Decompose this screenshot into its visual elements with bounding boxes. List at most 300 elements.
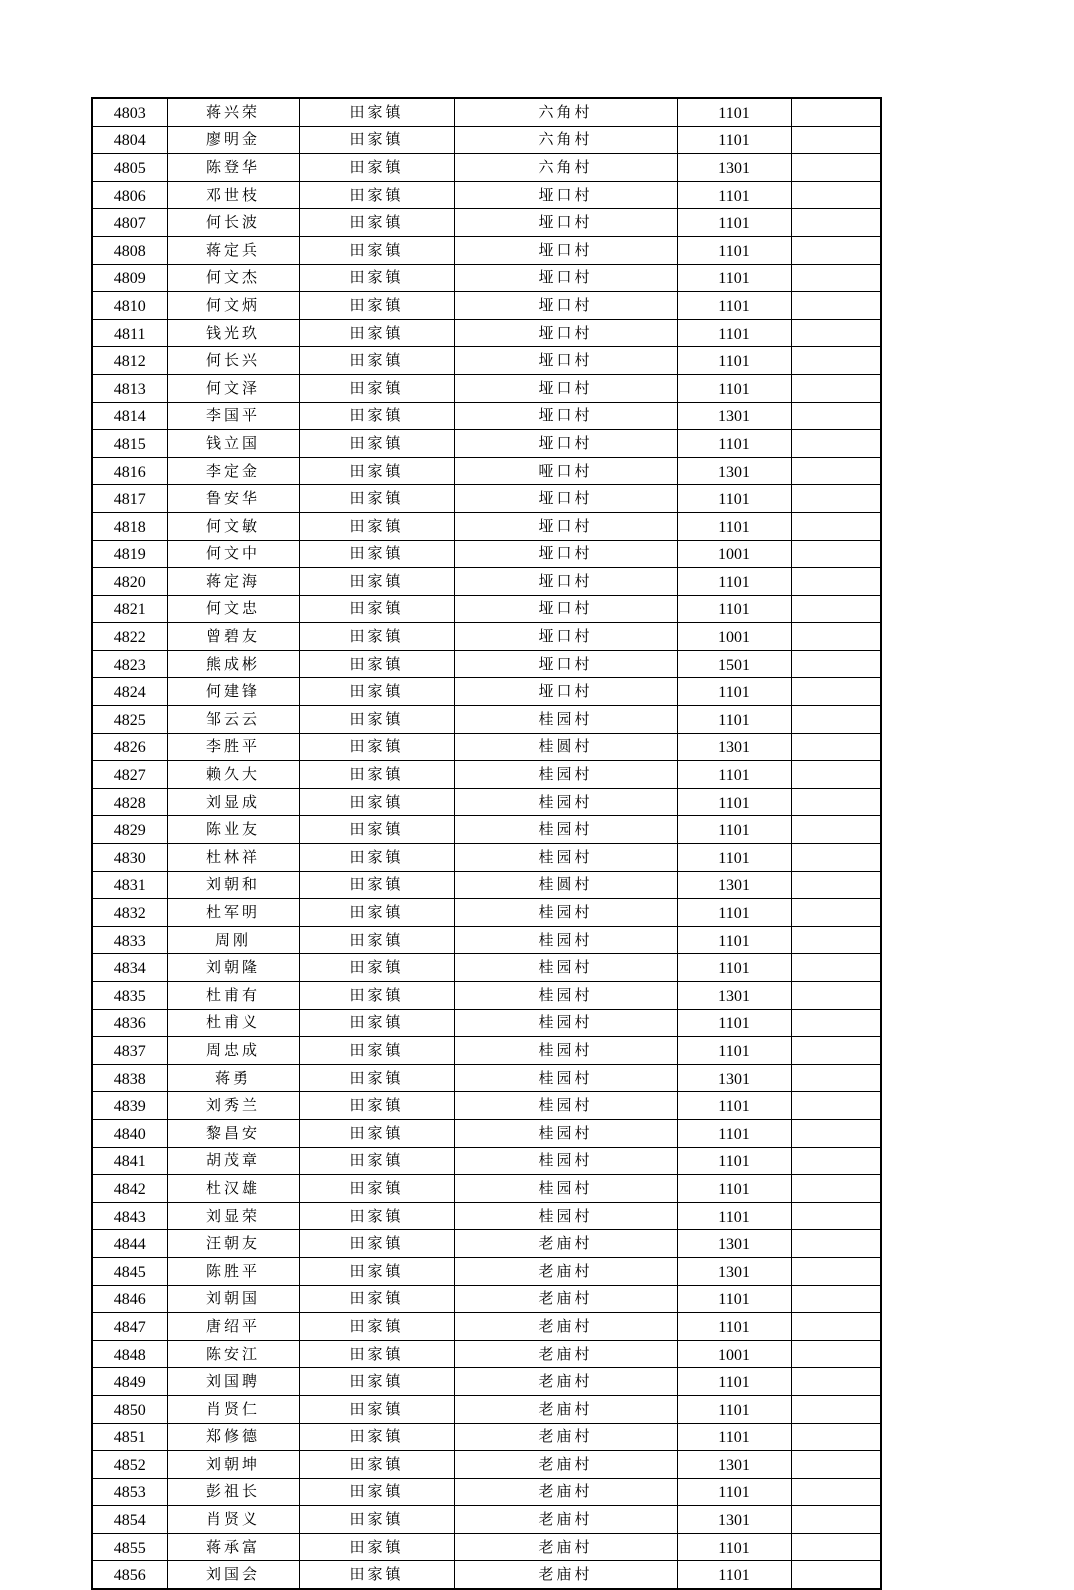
person-name-cell: 蒋勇 xyxy=(167,1064,299,1092)
town-cell: 田家镇 xyxy=(299,982,454,1010)
town-cell: 田家镇 xyxy=(299,1395,454,1423)
person-name-cell: 杜军明 xyxy=(167,899,299,927)
person-name-cell: 胡茂章 xyxy=(167,1147,299,1175)
person-name-cell: 刘朝国 xyxy=(167,1285,299,1313)
code-cell: 1301 xyxy=(677,1064,791,1092)
note-cell xyxy=(791,954,881,982)
code-cell: 1101 xyxy=(677,1119,791,1147)
town-cell: 田家镇 xyxy=(299,430,454,458)
village-cell: 垭口村 xyxy=(454,512,677,540)
code-cell: 1101 xyxy=(677,788,791,816)
note-cell xyxy=(791,236,881,264)
code-cell: 1101 xyxy=(677,761,791,789)
note-cell xyxy=(791,871,881,899)
table-row xyxy=(92,1285,881,1313)
note-cell xyxy=(791,457,881,485)
serial-number-cell: 4831 xyxy=(92,871,167,899)
table-row xyxy=(92,264,881,292)
town-cell: 田家镇 xyxy=(299,1092,454,1120)
person-name-cell: 李定金 xyxy=(167,457,299,485)
town-cell: 田家镇 xyxy=(299,1368,454,1396)
serial-number-cell: 4836 xyxy=(92,1009,167,1037)
code-cell: 1101 xyxy=(677,374,791,402)
table-row xyxy=(92,292,881,320)
serial-number-cell: 4805 xyxy=(92,154,167,182)
note-cell xyxy=(791,1313,881,1341)
town-cell: 田家镇 xyxy=(299,98,454,126)
table-row xyxy=(92,1202,881,1230)
code-cell: 1101 xyxy=(677,595,791,623)
table-row xyxy=(92,1230,881,1258)
person-name-cell: 杜甫有 xyxy=(167,982,299,1010)
village-cell: 老庙村 xyxy=(454,1257,677,1285)
table-row xyxy=(92,512,881,540)
village-cell: 老庙村 xyxy=(454,1561,677,1589)
person-name-cell: 蒋承富 xyxy=(167,1533,299,1561)
serial-number-cell: 4830 xyxy=(92,844,167,872)
person-name-cell: 李胜平 xyxy=(167,733,299,761)
table-row xyxy=(92,236,881,264)
note-cell xyxy=(791,595,881,623)
serial-number-cell: 4808 xyxy=(92,236,167,264)
village-cell: 桂园村 xyxy=(454,1202,677,1230)
town-cell: 田家镇 xyxy=(299,788,454,816)
note-cell xyxy=(791,844,881,872)
serial-number-cell: 4820 xyxy=(92,568,167,596)
note-cell xyxy=(791,126,881,154)
person-name-cell: 何文忠 xyxy=(167,595,299,623)
village-cell: 六角村 xyxy=(454,126,677,154)
code-cell: 1101 xyxy=(677,1037,791,1065)
serial-number-cell: 4813 xyxy=(92,374,167,402)
code-cell: 1101 xyxy=(677,236,791,264)
table-row xyxy=(92,98,881,126)
village-cell: 桂园村 xyxy=(454,1119,677,1147)
town-cell: 田家镇 xyxy=(299,1230,454,1258)
note-cell xyxy=(791,899,881,927)
table-row xyxy=(92,595,881,623)
table-row xyxy=(92,1313,881,1341)
serial-number-cell: 4845 xyxy=(92,1257,167,1285)
code-cell: 1301 xyxy=(677,1257,791,1285)
table-row xyxy=(92,1257,881,1285)
village-cell: 桂园村 xyxy=(454,1175,677,1203)
village-cell: 垭口村 xyxy=(454,595,677,623)
code-cell: 1101 xyxy=(677,678,791,706)
person-name-cell: 杜汉雄 xyxy=(167,1175,299,1203)
table-row xyxy=(92,678,881,706)
village-cell: 桂园村 xyxy=(454,788,677,816)
table-row xyxy=(92,1533,881,1561)
table-row xyxy=(92,347,881,375)
serial-number-cell: 4849 xyxy=(92,1368,167,1396)
code-cell: 1301 xyxy=(677,154,791,182)
code-cell: 1101 xyxy=(677,568,791,596)
serial-number-cell: 4854 xyxy=(92,1506,167,1534)
table-row xyxy=(92,1561,881,1589)
table-row xyxy=(92,982,881,1010)
note-cell xyxy=(791,1395,881,1423)
village-cell: 垭口村 xyxy=(454,623,677,651)
person-name-cell: 刘朝隆 xyxy=(167,954,299,982)
code-cell: 1101 xyxy=(677,1092,791,1120)
note-cell xyxy=(791,1561,881,1589)
person-name-cell: 刘显荣 xyxy=(167,1202,299,1230)
town-cell: 田家镇 xyxy=(299,871,454,899)
note-cell xyxy=(791,374,881,402)
person-name-cell: 何文泽 xyxy=(167,374,299,402)
village-cell: 桂圆村 xyxy=(454,871,677,899)
note-cell xyxy=(791,706,881,734)
note-cell xyxy=(791,1119,881,1147)
village-cell: 老庙村 xyxy=(454,1368,677,1396)
table-row xyxy=(92,1368,881,1396)
note-cell xyxy=(791,926,881,954)
code-cell: 1101 xyxy=(677,1175,791,1203)
person-name-cell: 廖明金 xyxy=(167,126,299,154)
town-cell: 田家镇 xyxy=(299,1202,454,1230)
note-cell xyxy=(791,1533,881,1561)
note-cell xyxy=(791,402,881,430)
village-cell: 垭口村 xyxy=(454,540,677,568)
serial-number-cell: 4832 xyxy=(92,899,167,927)
town-cell: 田家镇 xyxy=(299,402,454,430)
town-cell: 田家镇 xyxy=(299,485,454,513)
town-cell: 田家镇 xyxy=(299,1175,454,1203)
serial-number-cell: 4811 xyxy=(92,319,167,347)
town-cell: 田家镇 xyxy=(299,1285,454,1313)
town-cell: 田家镇 xyxy=(299,816,454,844)
note-cell xyxy=(791,1147,881,1175)
village-cell: 六角村 xyxy=(454,154,677,182)
register-table xyxy=(91,97,882,1590)
town-cell: 田家镇 xyxy=(299,1533,454,1561)
note-cell xyxy=(791,733,881,761)
serial-number-cell: 4815 xyxy=(92,430,167,458)
person-name-cell: 蒋兴荣 xyxy=(167,98,299,126)
town-cell: 田家镇 xyxy=(299,292,454,320)
person-name-cell: 邓世枝 xyxy=(167,181,299,209)
table-row xyxy=(92,209,881,237)
town-cell: 田家镇 xyxy=(299,595,454,623)
note-cell xyxy=(791,1478,881,1506)
table-row xyxy=(92,1423,881,1451)
village-cell: 垭口村 xyxy=(454,402,677,430)
person-name-cell: 陈登华 xyxy=(167,154,299,182)
code-cell: 1501 xyxy=(677,650,791,678)
serial-number-cell: 4844 xyxy=(92,1230,167,1258)
note-cell xyxy=(791,678,881,706)
table-row xyxy=(92,650,881,678)
serial-number-cell: 4814 xyxy=(92,402,167,430)
serial-number-cell: 4842 xyxy=(92,1175,167,1203)
code-cell: 1101 xyxy=(677,512,791,540)
village-cell: 桂园村 xyxy=(454,1147,677,1175)
serial-number-cell: 4848 xyxy=(92,1340,167,1368)
serial-number-cell: 4812 xyxy=(92,347,167,375)
village-cell: 桂园村 xyxy=(454,761,677,789)
person-name-cell: 周刚 xyxy=(167,926,299,954)
code-cell: 1101 xyxy=(677,209,791,237)
person-name-cell: 杜甫义 xyxy=(167,1009,299,1037)
person-name-cell: 刘朝和 xyxy=(167,871,299,899)
serial-number-cell: 4852 xyxy=(92,1451,167,1479)
table-row xyxy=(92,761,881,789)
person-name-cell: 杜林祥 xyxy=(167,844,299,872)
person-name-cell: 何长兴 xyxy=(167,347,299,375)
code-cell: 1001 xyxy=(677,540,791,568)
village-cell: 垭口村 xyxy=(454,678,677,706)
town-cell: 田家镇 xyxy=(299,1313,454,1341)
serial-number-cell: 4856 xyxy=(92,1561,167,1589)
note-cell xyxy=(791,568,881,596)
person-name-cell: 陈胜平 xyxy=(167,1257,299,1285)
code-cell: 1301 xyxy=(677,871,791,899)
person-name-cell: 何文敏 xyxy=(167,512,299,540)
table-row xyxy=(92,457,881,485)
code-cell: 1301 xyxy=(677,733,791,761)
town-cell: 田家镇 xyxy=(299,761,454,789)
person-name-cell: 刘显成 xyxy=(167,788,299,816)
village-cell: 老庙村 xyxy=(454,1478,677,1506)
code-cell: 1301 xyxy=(677,1230,791,1258)
note-cell xyxy=(791,181,881,209)
code-cell: 1001 xyxy=(677,623,791,651)
village-cell: 老庙村 xyxy=(454,1313,677,1341)
town-cell: 田家镇 xyxy=(299,1506,454,1534)
serial-number-cell: 4804 xyxy=(92,126,167,154)
town-cell: 田家镇 xyxy=(299,899,454,927)
code-cell: 1301 xyxy=(677,1451,791,1479)
code-cell: 1101 xyxy=(677,1285,791,1313)
table-row xyxy=(92,1119,881,1147)
village-cell: 垭口村 xyxy=(454,292,677,320)
village-cell: 六角村 xyxy=(454,98,677,126)
table-row xyxy=(92,706,881,734)
village-cell: 垭口村 xyxy=(454,568,677,596)
person-name-cell: 蒋定海 xyxy=(167,568,299,596)
town-cell: 田家镇 xyxy=(299,319,454,347)
note-cell xyxy=(791,1092,881,1120)
town-cell: 田家镇 xyxy=(299,650,454,678)
person-name-cell: 刘秀兰 xyxy=(167,1092,299,1120)
person-name-cell: 何文炳 xyxy=(167,292,299,320)
village-cell: 垭口村 xyxy=(454,319,677,347)
serial-number-cell: 4853 xyxy=(92,1478,167,1506)
person-name-cell: 郑修德 xyxy=(167,1423,299,1451)
code-cell: 1101 xyxy=(677,319,791,347)
note-cell xyxy=(791,788,881,816)
serial-number-cell: 4833 xyxy=(92,926,167,954)
note-cell xyxy=(791,292,881,320)
table-row xyxy=(92,954,881,982)
village-cell: 桂园村 xyxy=(454,1009,677,1037)
serial-number-cell: 4827 xyxy=(92,761,167,789)
person-name-cell: 黎昌安 xyxy=(167,1119,299,1147)
code-cell: 1101 xyxy=(677,126,791,154)
table-row xyxy=(92,1147,881,1175)
serial-number-cell: 4803 xyxy=(92,98,167,126)
table-row xyxy=(92,871,881,899)
table-row xyxy=(92,1009,881,1037)
village-cell: 桂园村 xyxy=(454,899,677,927)
note-cell xyxy=(791,1230,881,1258)
code-cell: 1101 xyxy=(677,264,791,292)
town-cell: 田家镇 xyxy=(299,1147,454,1175)
village-cell: 桂园村 xyxy=(454,954,677,982)
serial-number-cell: 4840 xyxy=(92,1119,167,1147)
town-cell: 田家镇 xyxy=(299,264,454,292)
note-cell xyxy=(791,650,881,678)
person-name-cell: 何建锋 xyxy=(167,678,299,706)
code-cell: 1101 xyxy=(677,292,791,320)
village-cell: 垭口村 xyxy=(454,650,677,678)
code-cell: 1001 xyxy=(677,1340,791,1368)
code-cell: 1301 xyxy=(677,982,791,1010)
town-cell: 田家镇 xyxy=(299,733,454,761)
note-cell xyxy=(791,430,881,458)
table-row xyxy=(92,899,881,927)
code-cell: 1101 xyxy=(677,1313,791,1341)
village-cell: 垭口村 xyxy=(454,485,677,513)
code-cell: 1101 xyxy=(677,816,791,844)
town-cell: 田家镇 xyxy=(299,1009,454,1037)
town-cell: 田家镇 xyxy=(299,154,454,182)
note-cell xyxy=(791,1257,881,1285)
code-cell: 1101 xyxy=(677,1561,791,1589)
note-cell xyxy=(791,1175,881,1203)
town-cell: 田家镇 xyxy=(299,347,454,375)
town-cell: 田家镇 xyxy=(299,1064,454,1092)
table-row xyxy=(92,926,881,954)
table-row xyxy=(92,816,881,844)
serial-number-cell: 4810 xyxy=(92,292,167,320)
person-name-cell: 彭祖长 xyxy=(167,1478,299,1506)
person-name-cell: 鲁安华 xyxy=(167,485,299,513)
serial-number-cell: 4824 xyxy=(92,678,167,706)
serial-number-cell: 4846 xyxy=(92,1285,167,1313)
town-cell: 田家镇 xyxy=(299,706,454,734)
town-cell: 田家镇 xyxy=(299,126,454,154)
person-name-cell: 熊成彬 xyxy=(167,650,299,678)
town-cell: 田家镇 xyxy=(299,181,454,209)
town-cell: 田家镇 xyxy=(299,457,454,485)
note-cell xyxy=(791,1340,881,1368)
serial-number-cell: 4817 xyxy=(92,485,167,513)
town-cell: 田家镇 xyxy=(299,540,454,568)
serial-number-cell: 4850 xyxy=(92,1395,167,1423)
table-row xyxy=(92,374,881,402)
serial-number-cell: 4837 xyxy=(92,1037,167,1065)
town-cell: 田家镇 xyxy=(299,926,454,954)
village-cell: 垭口村 xyxy=(454,264,677,292)
town-cell: 田家镇 xyxy=(299,1340,454,1368)
town-cell: 田家镇 xyxy=(299,954,454,982)
code-cell: 1101 xyxy=(677,844,791,872)
note-cell xyxy=(791,1368,881,1396)
village-cell: 垭口村 xyxy=(454,430,677,458)
code-cell: 1101 xyxy=(677,1395,791,1423)
note-cell xyxy=(791,816,881,844)
note-cell xyxy=(791,540,881,568)
town-cell: 田家镇 xyxy=(299,1119,454,1147)
code-cell: 1101 xyxy=(677,347,791,375)
note-cell xyxy=(791,264,881,292)
town-cell: 田家镇 xyxy=(299,1478,454,1506)
village-cell: 老庙村 xyxy=(454,1533,677,1561)
village-cell: 垭口村 xyxy=(454,374,677,402)
serial-number-cell: 4828 xyxy=(92,788,167,816)
person-name-cell: 肖贤义 xyxy=(167,1506,299,1534)
serial-number-cell: 4823 xyxy=(92,650,167,678)
person-name-cell: 肖贤仁 xyxy=(167,1395,299,1423)
code-cell: 1301 xyxy=(677,1506,791,1534)
code-cell: 1301 xyxy=(677,457,791,485)
person-name-cell: 钱光玖 xyxy=(167,319,299,347)
note-cell xyxy=(791,485,881,513)
village-cell: 桂圆村 xyxy=(454,733,677,761)
note-cell xyxy=(791,98,881,126)
person-name-cell: 周忠成 xyxy=(167,1037,299,1065)
village-cell: 哑口村 xyxy=(454,457,677,485)
town-cell: 田家镇 xyxy=(299,1257,454,1285)
person-name-cell: 赖久大 xyxy=(167,761,299,789)
village-cell: 老庙村 xyxy=(454,1423,677,1451)
table-row xyxy=(92,1340,881,1368)
person-name-cell: 钱立国 xyxy=(167,430,299,458)
serial-number-cell: 4818 xyxy=(92,512,167,540)
serial-number-cell: 4829 xyxy=(92,816,167,844)
table-row xyxy=(92,568,881,596)
village-cell: 老庙村 xyxy=(454,1340,677,1368)
serial-number-cell: 4834 xyxy=(92,954,167,982)
serial-number-cell: 4841 xyxy=(92,1147,167,1175)
town-cell: 田家镇 xyxy=(299,512,454,540)
table-row xyxy=(92,181,881,209)
town-cell: 田家镇 xyxy=(299,1451,454,1479)
table-row xyxy=(92,540,881,568)
code-cell: 1101 xyxy=(677,1478,791,1506)
village-cell: 垭口村 xyxy=(454,236,677,264)
register-table-body xyxy=(92,98,881,1589)
table-row xyxy=(92,1478,881,1506)
table-row xyxy=(92,1451,881,1479)
serial-number-cell: 4821 xyxy=(92,595,167,623)
code-cell: 1101 xyxy=(677,1147,791,1175)
table-row xyxy=(92,126,881,154)
serial-number-cell: 4806 xyxy=(92,181,167,209)
table-row xyxy=(92,154,881,182)
table-row xyxy=(92,430,881,458)
serial-number-cell: 4839 xyxy=(92,1092,167,1120)
code-cell: 1101 xyxy=(677,926,791,954)
person-name-cell: 陈安江 xyxy=(167,1340,299,1368)
person-name-cell: 刘国聘 xyxy=(167,1368,299,1396)
note-cell xyxy=(791,1202,881,1230)
note-cell xyxy=(791,982,881,1010)
table-row xyxy=(92,1092,881,1120)
village-cell: 老庙村 xyxy=(454,1506,677,1534)
town-cell: 田家镇 xyxy=(299,844,454,872)
note-cell xyxy=(791,1037,881,1065)
serial-number-cell: 4819 xyxy=(92,540,167,568)
town-cell: 田家镇 xyxy=(299,568,454,596)
serial-number-cell: 4847 xyxy=(92,1313,167,1341)
code-cell: 1101 xyxy=(677,1009,791,1037)
village-cell: 老庙村 xyxy=(454,1451,677,1479)
note-cell xyxy=(791,1423,881,1451)
serial-number-cell: 4838 xyxy=(92,1064,167,1092)
